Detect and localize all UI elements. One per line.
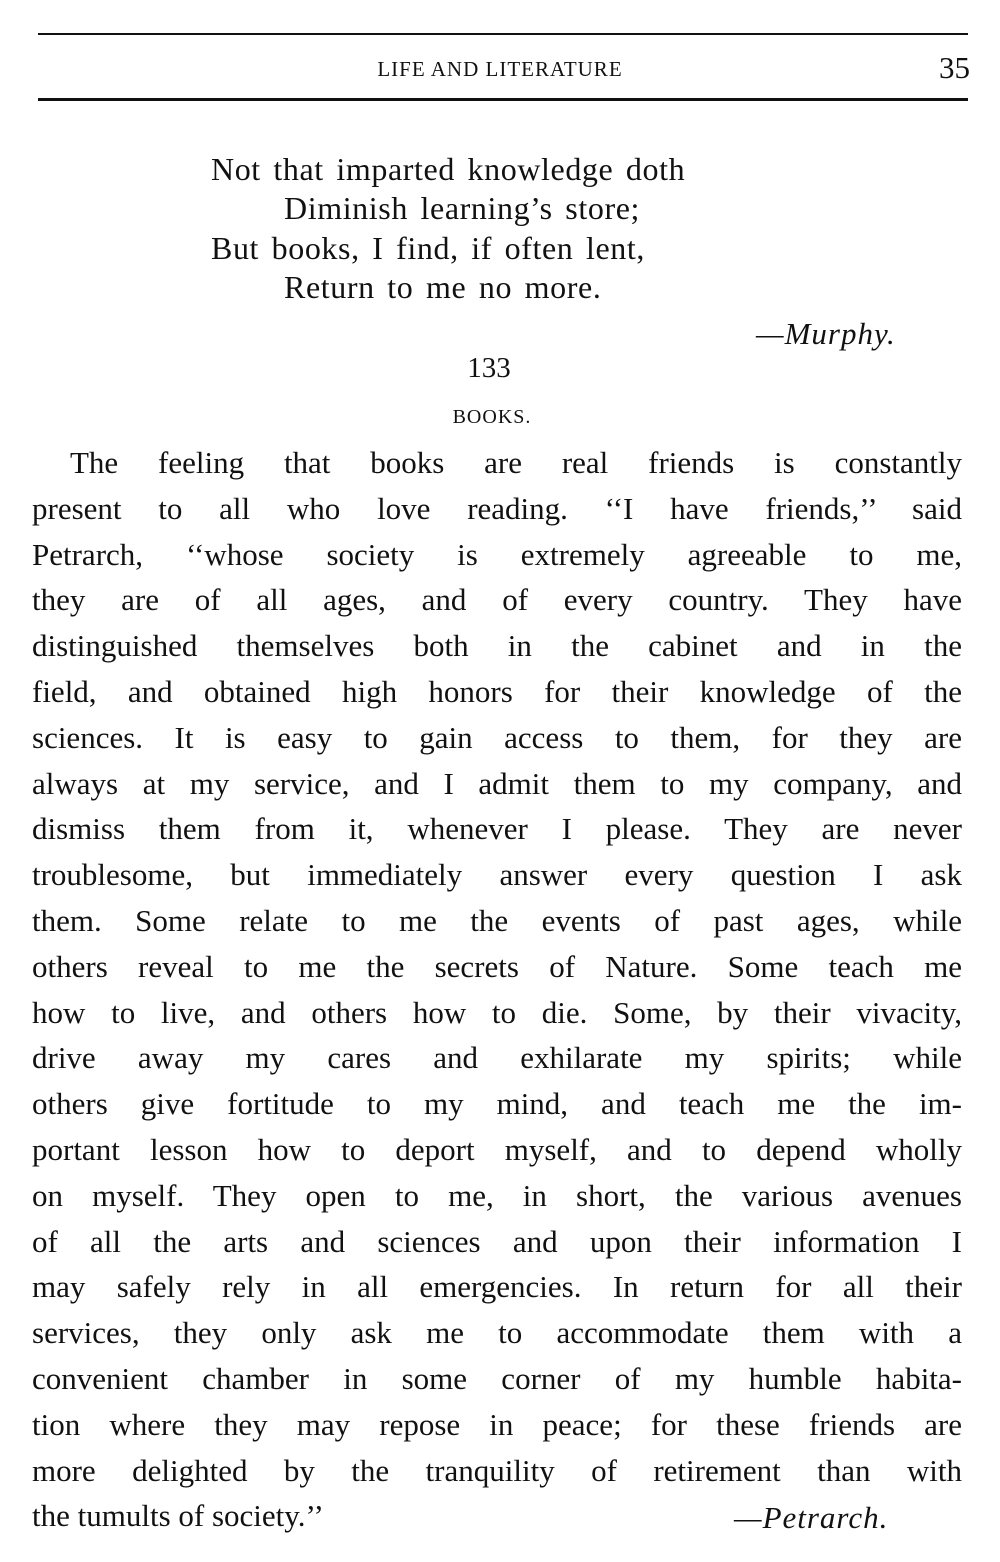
header-bottom-rule (38, 98, 968, 101)
entry-title: BOOKS. (452, 406, 532, 428)
running-head: LIFE AND LITERATURE (377, 57, 623, 81)
body-line: tion where they may repose in peace; for these friends are (32, 1406, 962, 1442)
body-line: troublesome, but immediately answer every question I ask (32, 857, 962, 893)
body-line: always at my service, and I admit them to my company, and (32, 765, 962, 801)
body-line: convenient chamber in some corner of my humble habita- (32, 1360, 962, 1396)
body-line: more delighted by the tranquility of retirement than with (32, 1452, 962, 1488)
body-line: on myself. They open to me, in short, the various avenues (32, 1177, 962, 1213)
body-line: present to all who love reading. ‘‘I have friends,’’ said (32, 490, 962, 526)
body-line: distinguished themselves both in the cabinet and in the (32, 628, 962, 664)
entry-body (32, 440, 962, 1539)
body-line: others reveal to me the secrets of Nature. Some teach me (32, 948, 962, 984)
poem-line: Not that imparted knowledge doth (211, 151, 686, 187)
body-line: they are of all ages, and of every country. They have (32, 582, 962, 618)
entry-number: 133 (467, 352, 511, 384)
body-line: of all the arts and sciences and upon their information I (32, 1223, 962, 1259)
poem-line: But books, I find, if often lent, (211, 230, 645, 266)
body-line: them. Some relate to me the events of past ages, while (32, 902, 962, 938)
body-line: others give fortitude to my mind, and teach me the im- (32, 1086, 962, 1122)
body-line: may safely rely in all emergencies. In return for all their (32, 1269, 962, 1305)
body-line: dismiss them from it, whenever I please. They are never (32, 811, 962, 847)
page-number: 35 (939, 50, 970, 85)
body-line: The feeling that books are real friends is constantly (70, 445, 962, 480)
body-line: Petrarch, ‘‘whose society is extremely agreeable to me, (32, 536, 962, 572)
poem-attribution: —Murphy. (756, 316, 896, 351)
body-line: services, they only ask me to accommodate them with a (32, 1315, 962, 1351)
poem-line: Return to me no more. (284, 269, 602, 305)
body-line: portant lesson how to deport myself, and to depend wholly (32, 1131, 962, 1167)
header-top-rule (38, 33, 968, 35)
poem-line: Diminish learning’s store; (284, 190, 641, 226)
body-line: sciences. It is easy to gain access to them, for they are (32, 719, 962, 755)
body-line: how to live, and others how to die. Some, by their vivacity, (32, 994, 962, 1030)
entry-attribution: —Petrarch. (734, 1500, 889, 1535)
body-line: field, and obtained high honors for their knowledge of the (32, 673, 962, 709)
body-line: drive away my cares and exhilarate my spirits; while (32, 1040, 962, 1076)
body-last-line: the tumults of society.’’ (32, 1498, 324, 1534)
